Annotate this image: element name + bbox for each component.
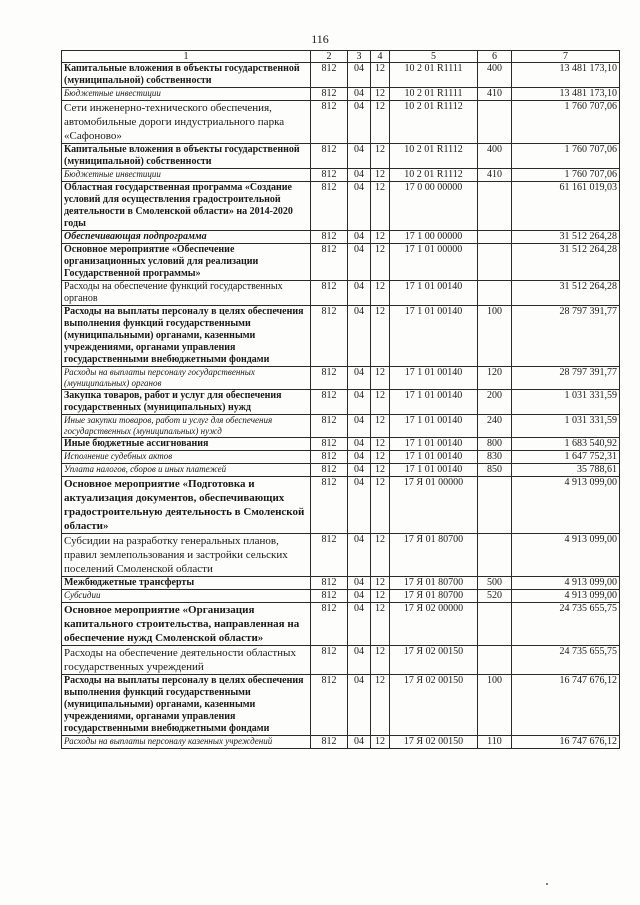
admin-code-cell: 812 [311, 464, 348, 477]
amount-cell: 13 481 173,10 [512, 63, 620, 88]
subsection-cell: 12 [371, 534, 390, 577]
amount-cell: 31 512 264,28 [512, 281, 620, 306]
target-article-cell: 17 1 01 00140 [390, 464, 478, 477]
target-article-cell: 17 0 00 00000 [390, 182, 478, 231]
row-name-cell: Бюджетные инвестиции [62, 169, 311, 182]
row-name-cell: Капитальные вложения в объекты государственной (муниципальной) собственности [62, 63, 311, 88]
admin-code-cell: 812 [311, 101, 348, 144]
admin-code-cell: 812 [311, 646, 348, 675]
section-cell: 04 [348, 577, 371, 590]
admin-code-cell: 812 [311, 281, 348, 306]
subsection-cell: 12 [371, 101, 390, 144]
target-article-cell: 10 2 01 R1112 [390, 144, 478, 169]
expense-type-cell [478, 281, 512, 306]
row-name-cell: Расходы на выплаты персоналу казенных учреждений [62, 736, 311, 749]
subsection-cell: 12 [371, 367, 390, 390]
target-article-cell: 17 Я 01 80700 [390, 534, 478, 577]
expense-type-cell: 400 [478, 63, 512, 88]
row-name-cell: Субсидии на разработку генеральных планов, правил землепользования и застройки сельских поселений Смоленской области [62, 534, 311, 577]
subsection-cell: 12 [371, 182, 390, 231]
section-cell: 04 [348, 477, 371, 534]
section-cell: 04 [348, 281, 371, 306]
target-article-cell: 17 Я 01 00000 [390, 477, 478, 534]
row-name-cell: Иные закупки товаров, работ и услуг для обеспечения государственных (муниципальных) нужд [62, 415, 311, 438]
target-article-cell: 10 2 01 R1111 [390, 88, 478, 101]
row-name-cell: Расходы на обеспечение деятельности областных государственных учреждений [62, 646, 311, 675]
target-article-cell: 17 Я 01 80700 [390, 590, 478, 603]
section-cell: 04 [348, 101, 371, 144]
admin-code-cell: 812 [311, 603, 348, 646]
amount-cell: 31 512 264,28 [512, 231, 620, 244]
subsection-cell: 12 [371, 646, 390, 675]
section-cell: 04 [348, 451, 371, 464]
table-row [62, 736, 620, 749]
section-cell: 04 [348, 646, 371, 675]
section-cell: 04 [348, 367, 371, 390]
section-cell: 04 [348, 306, 371, 367]
section-cell: 04 [348, 231, 371, 244]
admin-code-cell: 812 [311, 182, 348, 231]
row-name-cell: Расходы на обеспечение функций государственных органов [62, 281, 311, 306]
target-article-cell: 17 1 01 00140 [390, 306, 478, 367]
table-row [62, 603, 620, 646]
subsection-cell: 12 [371, 577, 390, 590]
column-header: 3 [348, 51, 371, 63]
subsection-cell: 12 [371, 244, 390, 281]
row-name-cell: Субсидии [62, 590, 311, 603]
row-name-cell: Основное мероприятие «Обеспечение организационных условий для реализации Государственной программы» [62, 244, 311, 281]
target-article-cell: 17 1 01 00140 [390, 438, 478, 451]
expense-type-cell: 100 [478, 306, 512, 367]
subsection-cell: 12 [371, 464, 390, 477]
section-cell: 04 [348, 63, 371, 88]
expense-type-cell: 100 [478, 675, 512, 736]
section-cell: 04 [348, 464, 371, 477]
subsection-cell: 12 [371, 603, 390, 646]
subsection-cell: 12 [371, 736, 390, 749]
row-name-cell: Обеспечивающая подпрограмма [62, 231, 311, 244]
admin-code-cell: 812 [311, 390, 348, 415]
target-article-cell: 17 Я 02 00150 [390, 646, 478, 675]
admin-code-cell: 812 [311, 451, 348, 464]
amount-cell: 4 913 099,00 [512, 534, 620, 577]
section-cell: 04 [348, 144, 371, 169]
admin-code-cell: 812 [311, 736, 348, 749]
admin-code-cell: 812 [311, 88, 348, 101]
amount-cell: 16 747 676,12 [512, 736, 620, 749]
target-article-cell: 17 Я 02 00000 [390, 603, 478, 646]
expense-type-cell: 520 [478, 590, 512, 603]
table-row [62, 415, 620, 438]
admin-code-cell: 812 [311, 590, 348, 603]
expense-type-cell: 500 [478, 577, 512, 590]
row-name-cell: Капитальные вложения в объекты государственной (муниципальной) собственности [62, 144, 311, 169]
expense-type-cell: 830 [478, 451, 512, 464]
amount-cell: 61 161 019,03 [512, 182, 620, 231]
column-header: 1 [62, 51, 311, 63]
row-name-cell: Межбюджетные трансферты [62, 577, 311, 590]
table-row [62, 477, 620, 534]
section-cell: 04 [348, 603, 371, 646]
section-cell: 04 [348, 415, 371, 438]
admin-code-cell: 812 [311, 231, 348, 244]
target-article-cell: 17 Я 01 80700 [390, 577, 478, 590]
table-row [62, 534, 620, 577]
admin-code-cell: 812 [311, 367, 348, 390]
subsection-cell: 12 [371, 281, 390, 306]
expense-type-cell [478, 244, 512, 281]
target-article-cell: 17 Я 02 00150 [390, 736, 478, 749]
table-row [62, 306, 620, 367]
row-name-cell: Основное мероприятие «Подготовка и актуализация документов, обеспечивающих градостроительную деятельность в Смоленской области» [62, 477, 311, 534]
section-cell: 04 [348, 169, 371, 182]
page-number: 116 [311, 32, 329, 46]
admin-code-cell: 812 [311, 534, 348, 577]
expense-type-cell [478, 182, 512, 231]
row-name-cell: Основное мероприятие «Организация капитального строительства, направленная на обеспечение нужд Смоленской области» [62, 603, 311, 646]
budget-table [61, 50, 620, 749]
row-name-cell: Иные бюджетные ассигнования [62, 438, 311, 451]
table-row [62, 101, 620, 144]
target-article-cell: 10 2 01 R1112 [390, 169, 478, 182]
row-name-cell: Исполнение судебных актов [62, 451, 311, 464]
admin-code-cell: 812 [311, 144, 348, 169]
column-header: 2 [311, 51, 348, 63]
row-name-cell: Закупка товаров, работ и услуг для обеспечения государственных (муниципальных) нужд [62, 390, 311, 415]
expense-type-cell: 200 [478, 390, 512, 415]
amount-cell: 1 647 752,31 [512, 451, 620, 464]
amount-cell: 28 797 391,77 [512, 306, 620, 367]
amount-cell: 31 512 264,28 [512, 244, 620, 281]
amount-cell: 4 913 099,00 [512, 590, 620, 603]
table-row [62, 281, 620, 306]
amount-cell: 28 797 391,77 [512, 367, 620, 390]
table-row [62, 88, 620, 101]
admin-code-cell: 812 [311, 169, 348, 182]
admin-code-cell: 812 [311, 244, 348, 281]
admin-code-cell: 812 [311, 438, 348, 451]
expense-type-cell: 110 [478, 736, 512, 749]
expense-type-cell [478, 101, 512, 144]
amount-cell: 1 760 707,06 [512, 101, 620, 144]
subsection-cell: 12 [371, 438, 390, 451]
target-article-cell: 17 1 01 00140 [390, 415, 478, 438]
table-row [62, 675, 620, 736]
target-article-cell: 17 1 01 00140 [390, 281, 478, 306]
expense-type-cell [478, 603, 512, 646]
admin-code-cell: 812 [311, 577, 348, 590]
amount-cell: 1 760 707,06 [512, 144, 620, 169]
section-cell: 04 [348, 438, 371, 451]
subsection-cell: 12 [371, 451, 390, 464]
admin-code-cell: 812 [311, 477, 348, 534]
table-row [62, 590, 620, 603]
subsection-cell: 12 [371, 169, 390, 182]
expense-type-cell: 800 [478, 438, 512, 451]
row-name-cell: Бюджетные инвестиции [62, 88, 311, 101]
table-row [62, 169, 620, 182]
expense-type-cell [478, 534, 512, 577]
column-header: 6 [478, 51, 512, 63]
amount-cell: 4 913 099,00 [512, 577, 620, 590]
amount-cell: 1 031 331,59 [512, 415, 620, 438]
amount-cell: 13 481 173,10 [512, 88, 620, 101]
subsection-cell: 12 [371, 88, 390, 101]
row-name-cell: Сети инженерно-технического обеспечения, автомобильные дороги индустриального парка «Сафоново» [62, 101, 311, 144]
target-article-cell: 17 1 01 00000 [390, 244, 478, 281]
admin-code-cell: 812 [311, 306, 348, 367]
subsection-cell: 12 [371, 590, 390, 603]
table-row [62, 451, 620, 464]
row-name-cell: Областная государственная программа «Создание условий для осуществления градостроительной деятельности в Смоленской области» на 2014-2020 годы [62, 182, 311, 231]
amount-cell: 1 760 707,06 [512, 169, 620, 182]
admin-code-cell: 812 [311, 415, 348, 438]
target-article-cell: 17 1 01 00140 [390, 367, 478, 390]
column-header: 4 [371, 51, 390, 63]
table-row [62, 63, 620, 88]
table-row [62, 144, 620, 169]
table-row [62, 367, 620, 390]
expense-type-cell [478, 231, 512, 244]
target-article-cell: 17 1 00 00000 [390, 231, 478, 244]
target-article-cell: 10 2 01 R1112 [390, 101, 478, 144]
table-row [62, 464, 620, 477]
row-name-cell: Уплата налогов, сборов и иных платежей [62, 464, 311, 477]
section-cell: 04 [348, 182, 371, 231]
table-row [62, 577, 620, 590]
amount-cell: 24 735 655,75 [512, 603, 620, 646]
section-cell: 04 [348, 390, 371, 415]
amount-cell: 24 735 655,75 [512, 646, 620, 675]
section-cell: 04 [348, 244, 371, 281]
expense-type-cell: 240 [478, 415, 512, 438]
expense-type-cell: 850 [478, 464, 512, 477]
subsection-cell: 12 [371, 63, 390, 88]
section-cell: 04 [348, 88, 371, 101]
amount-cell: 16 747 676,12 [512, 675, 620, 736]
admin-code-cell: 812 [311, 675, 348, 736]
section-cell: 04 [348, 675, 371, 736]
amount-cell: 35 788,61 [512, 464, 620, 477]
expense-type-cell: 120 [478, 367, 512, 390]
table-row [62, 182, 620, 231]
subsection-cell: 12 [371, 231, 390, 244]
amount-cell: 1 031 331,59 [512, 390, 620, 415]
section-cell: 04 [348, 736, 371, 749]
table-row [62, 244, 620, 281]
table-row [62, 646, 620, 675]
admin-code-cell: 812 [311, 63, 348, 88]
target-article-cell: 17 Я 02 00150 [390, 675, 478, 736]
subsection-cell: 12 [371, 477, 390, 534]
table-row [62, 390, 620, 415]
column-header: 7 [512, 51, 620, 63]
expense-type-cell [478, 477, 512, 534]
column-header: 5 [390, 51, 478, 63]
subsection-cell: 12 [371, 390, 390, 415]
expense-type-cell: 410 [478, 88, 512, 101]
expense-type-cell [478, 646, 512, 675]
amount-cell: 4 913 099,00 [512, 477, 620, 534]
expense-type-cell: 410 [478, 169, 512, 182]
target-article-cell: 17 1 01 00140 [390, 390, 478, 415]
row-name-cell: Расходы на выплаты персоналу в целях обеспечения выполнения функций государственными (муниципальными) органами, казенными учреждениями, органами управления государственными внебюджетными фондами [62, 675, 311, 736]
subsection-cell: 12 [371, 306, 390, 367]
subsection-cell: 12 [371, 675, 390, 736]
amount-cell: 1 683 540,92 [512, 438, 620, 451]
scan-speck [546, 883, 548, 885]
target-article-cell: 17 1 01 00140 [390, 451, 478, 464]
section-cell: 04 [348, 534, 371, 577]
subsection-cell: 12 [371, 144, 390, 169]
row-name-cell: Расходы на выплаты персоналу государственных (муниципальных) органов [62, 367, 311, 390]
row-name-cell: Расходы на выплаты персоналу в целях обеспечения выполнения функций государственными (муниципальными) органами, казенными учреждениями, органами управления государственными внебюджетными фондами [62, 306, 311, 367]
section-cell: 04 [348, 590, 371, 603]
header-row [62, 51, 620, 63]
table-row [62, 231, 620, 244]
table-row [62, 438, 620, 451]
expense-type-cell: 400 [478, 144, 512, 169]
subsection-cell: 12 [371, 415, 390, 438]
target-article-cell: 10 2 01 R1111 [390, 63, 478, 88]
